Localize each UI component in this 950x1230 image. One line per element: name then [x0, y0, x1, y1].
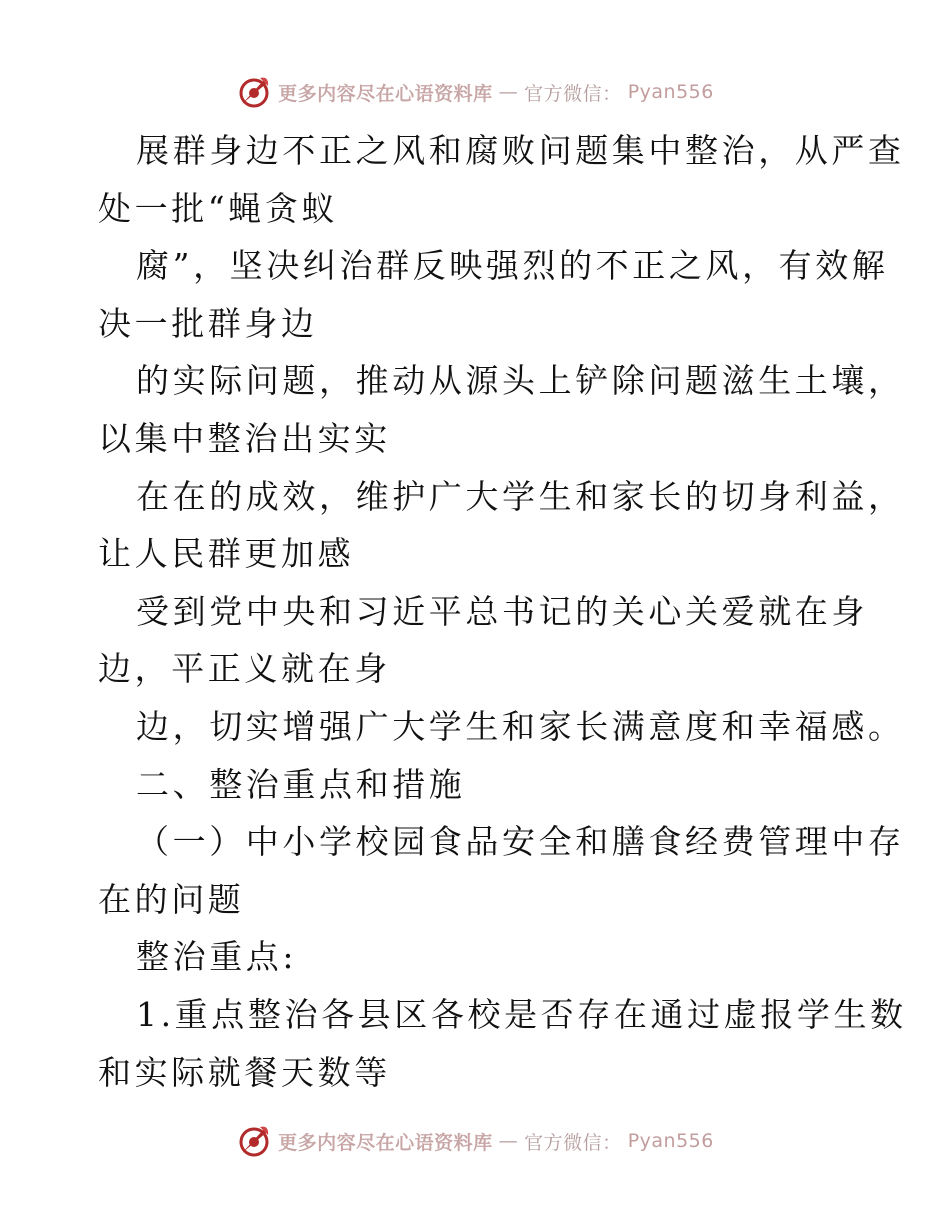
watermark-id-text: Pyan556 [627, 81, 714, 103]
body-line: 在在的成效，维护广大学生和家长的切身利益， [136, 476, 905, 516]
watermark-sub-text: 官方微信： [524, 1131, 622, 1154]
subsection-heading: （一）中小学校园食品安全和膳食经费管理中存 [136, 822, 905, 862]
body-line: 受到党中央和习近平总书记的关心关爱就在身 [136, 591, 868, 631]
watermark-dash: — [498, 81, 519, 103]
body-line: 以集中整治出实实 [98, 418, 391, 458]
body-line: 处一批“蝇贪蚁 [98, 188, 339, 228]
body-line: 和实际就餐天数等 [98, 1052, 391, 1092]
footer-watermark [0, 1121, 950, 1161]
body-line: 腐”，坚决纠治群反映强烈的不正之风，有效解 [136, 246, 889, 286]
watermark-sub-text: 官方微信： [524, 82, 622, 105]
watermark-main-text: 更多内容尽在心语资料库 [278, 1131, 493, 1154]
section-heading: 二、整治重点和措施 [136, 764, 466, 804]
watermark-id-text: Pyan556 [627, 1130, 714, 1152]
watermark-dash: — [498, 1130, 519, 1152]
body-line: 的实际问题，推动从源头上铲除问题滋生土壤， [136, 361, 905, 401]
document-body [98, 122, 907, 1101]
body-line: 展群身边不正之风和腐败问题集中整治，从严查 [136, 131, 905, 170]
quill-logo-icon [236, 1123, 272, 1159]
body-line: 整治重点: [136, 937, 298, 977]
body-line: 决一批群身边 [98, 303, 318, 343]
list-item: 1.重点整治各县区各校是否存在通过虚报学生数 [136, 994, 907, 1034]
watermark-main-text: 更多内容尽在心语资料库 [278, 82, 493, 105]
header-watermark [0, 72, 950, 112]
body-line: 在的问题 [98, 879, 245, 919]
body-line: 边，切实增强广大学生和家长满意度和幸福感。 [136, 706, 905, 746]
body-line: 边，平正义就在身 [98, 649, 391, 689]
body-line: 让人民群更加感 [98, 534, 355, 574]
quill-logo-icon [236, 74, 272, 110]
